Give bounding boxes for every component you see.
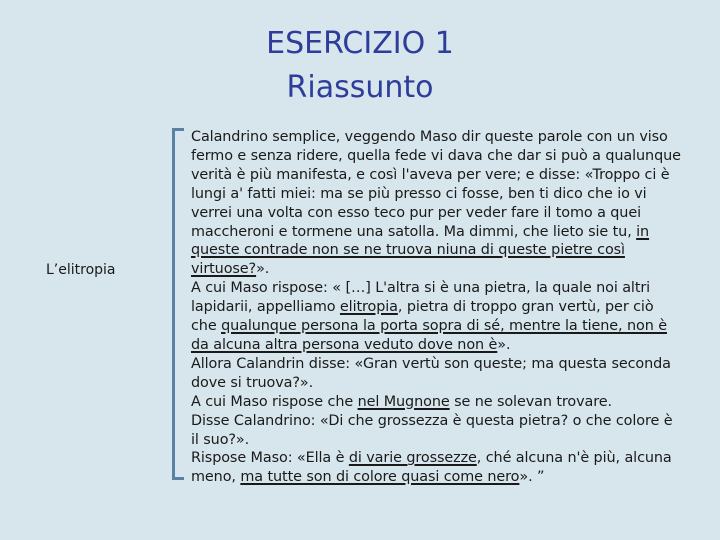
- text-run: ». ”: [519, 469, 545, 486]
- underlined-text: qualunque persona la porta sopra di sé, mentre la tiene, non è da alcuna altra persona veduto dove non è: [191, 318, 667, 353]
- text-run: ».: [256, 261, 270, 278]
- underlined-text: nel Mugnone: [357, 393, 450, 410]
- side-label: L’elitropia: [46, 262, 116, 278]
- text-run: Disse Calandrino: «Di che grossezza è questa pietra? o che colore è il suo?».: [191, 412, 673, 448]
- text-run: ».: [497, 336, 511, 353]
- paragraph: [191, 393, 683, 412]
- paragraph: [191, 128, 683, 279]
- text-run: A cui Maso rispose che: [191, 393, 358, 410]
- paragraph: [191, 279, 683, 355]
- left-bracket: [172, 128, 184, 480]
- text-run: se ne solevan trovare.: [449, 393, 612, 410]
- slide-title: [240, 22, 480, 110]
- text-run: Calandrino semplice, veggendo Maso dir queste parole con un viso fermo e senza ridere, quella fede vi dava che dar si può a qualunque verità è più manifesta, e così l'aveva per vere; e disse: «Troppo ci è lungi a' fatti miei: ma se più presso ci fosse, ben ti dico che io vi verrei una volta con esso teco pur per veder fare il tomo a quei maccheroni e tormene una satolla. Ma dimmi, che lieto sie tu,: [191, 129, 681, 240]
- paragraph: [191, 412, 683, 450]
- title-line-1: ESERCIZIO 1: [266, 26, 454, 61]
- underlined-text: elitropia: [339, 299, 398, 316]
- underlined-text: in queste contrade non se ne truova niuna di queste pietre così virtuose?: [191, 223, 650, 278]
- paragraph: [191, 449, 683, 487]
- quote-text: [191, 128, 683, 487]
- text-run: Rispose Maso: «Ella è: [191, 450, 349, 467]
- underlined-text: ma tutte son di colore quasi come nero: [240, 469, 520, 486]
- paragraph: [191, 355, 683, 393]
- title-line-2: Riassunto: [286, 70, 434, 105]
- text-run: , ché alcuna n'è più, alcuna meno,: [191, 450, 672, 486]
- underlined-text: di varie grossezze: [348, 450, 477, 467]
- text-run: Allora Calandrin disse: «Gran vertù son queste; ma questa seconda dove si truova?».: [191, 355, 671, 391]
- text-run: A cui Maso rispose: « […] L'altra si è una pietra, la quale noi altri lapidarii, appelliamo: [191, 280, 651, 316]
- text-run: , pietra di troppo gran vertù, per ciò che: [191, 299, 654, 335]
